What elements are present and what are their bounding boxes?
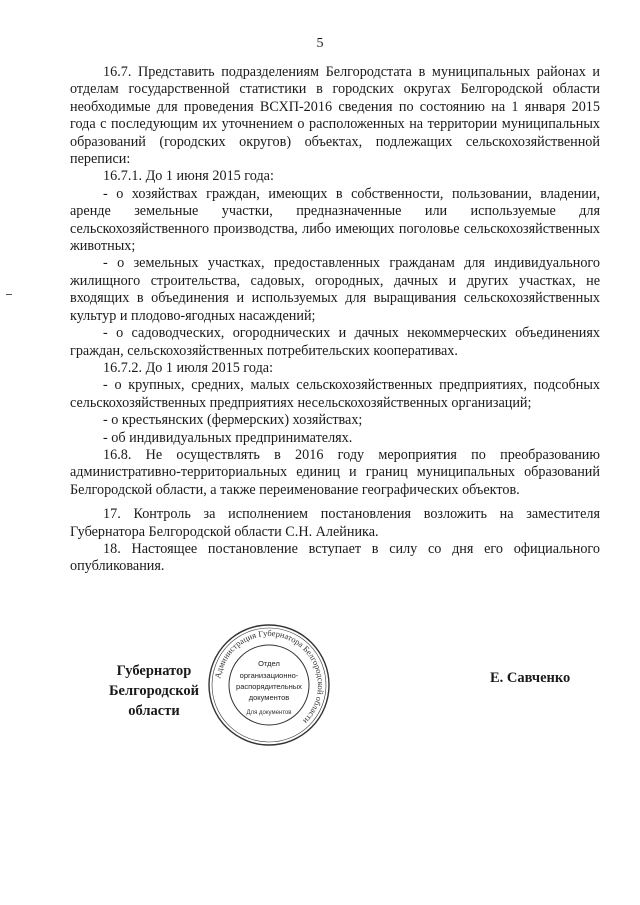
list-item-entrepreneurs: - об индивидуальных предпринимателях.	[103, 429, 353, 446]
signature-title	[84, 661, 224, 721]
signatory-name: Е. Савченко	[490, 670, 571, 686]
stamp-center-line1: Отдел	[258, 659, 280, 668]
signature-title-line1: Губернатор	[116, 663, 192, 679]
stamp-center-line3: распорядительных	[236, 682, 302, 691]
page-number: 5	[316, 36, 324, 51]
list-item-associations: - о садоводческих, огороднических и дачных некоммерческих объединениях граждан, сельскохозяйственных потребительских кооперативах.	[70, 325, 600, 359]
paragraph-16-8: 16.8. Не осуществлять в 2016 году мероприятия по преобразованию административно-территориальных единиц и границ муниципальных образований Белгородской области, а также переименование географических объектов.	[70, 446, 600, 498]
list-item-farms: - о крестьянских (фермерских) хозяйствах;	[103, 412, 363, 429]
official-stamp	[206, 622, 332, 748]
list-item-households: - о хозяйствах граждан, имеющих в собственности, пользовании, владении, аренде земельные участки, предназначенные или используемые для сельскохозяйственного производства, либо имеющих поголовье сельскохозяйственных животных;	[70, 185, 600, 255]
paragraph-16-7-1: 16.7.1. До 1 июня 2015 года:	[103, 168, 274, 185]
stamp-center-line4: документов	[248, 693, 290, 702]
stamp-bottom-text: Для документов	[246, 710, 292, 716]
stamp-ring-text: Администрация Губернатора Белгородской области	[212, 627, 327, 727]
margin-mark	[6, 294, 12, 295]
list-item-enterprises: - о крупных, средних, малых сельскохозяйственных предприятиях, подсобных сельскохозяйственных предприятиях несельскохозяйственных организаций;	[70, 377, 600, 411]
paragraph-18: 18. Настоящее постановление вступает в силу со дня его официального опубликования.	[70, 540, 600, 575]
list-item-land-plots: - о земельных участках, предоставленных гражданам для индивидуального жилищного строительства, садовых, огородных, дачных и других участках, не входящих в объединения и используемых для выращивания сельскохозяйственных культур и плодово-ягодных насаждений;	[70, 255, 600, 324]
stamp-center-line2: организационно-	[239, 671, 299, 680]
paragraph-16-7-2: 16.7.2. До 1 июля 2015 года:	[103, 359, 274, 376]
document-body	[70, 64, 600, 576]
paragraph-17: 17. Контроль за исполнением постановления возложить на заместителя Губернатора Белгородской области С.Н. Алейника.	[70, 506, 600, 540]
signature-title-line2: Белгородской области	[108, 683, 200, 719]
paragraph-16-7: 16.7. Представить подразделениям Белгородстата в муниципальных районах и отделам государственной статистики в городских округах Белгородской области необходимые для проведения ВСХП-2016 сведения по состоянию на 1 января 2015 года с последующим их уточнением о расположенных на территории муниципальных образований (городских округов) объектах, подлежащих сельскохозяйственной переписи:	[70, 64, 600, 168]
